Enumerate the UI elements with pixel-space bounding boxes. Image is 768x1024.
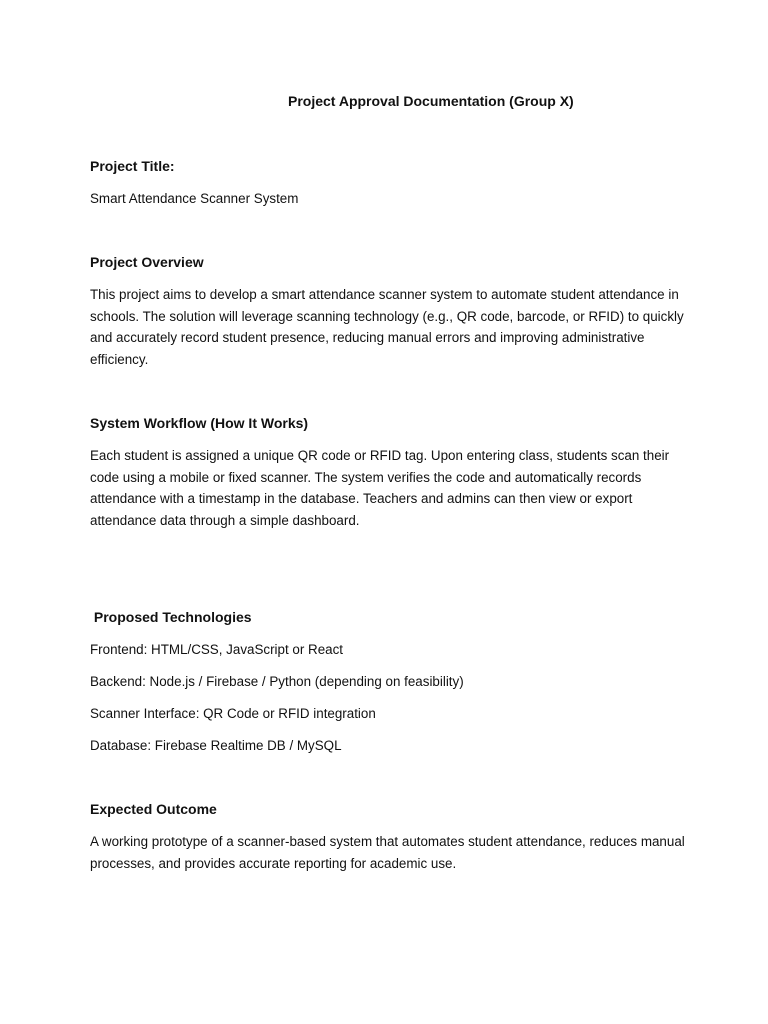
document-title: Project Approval Documentation (Group X) [288, 93, 574, 109]
proposed-technologies-heading: Proposed Technologies [90, 609, 252, 625]
project-title-heading: Project Title: [90, 158, 175, 174]
technology-item-database: Database: Firebase Realtime DB / MySQL [90, 738, 342, 753]
technology-item-backend: Backend: Node.js / Firebase / Python (depending on feasibility) [90, 674, 464, 689]
system-workflow-heading: System Workflow (How It Works) [90, 415, 309, 431]
technology-item-scanner: Scanner Interface: QR Code or RFID integration [90, 706, 376, 721]
project-overview-text: This project aims to develop a smart attendance scanner system to automate student attendance in schools. The solution will leverage scanning technology (e.g., QR code, barcode, or RFID) to quickly and accurately record student presence, reducing manual errors and improving administrative efficiency. [90, 287, 684, 368]
expected-outcome-heading: Expected Outcome [90, 801, 217, 817]
technology-item-frontend: Frontend: HTML/CSS, JavaScript or React [90, 642, 344, 657]
project-overview-heading: Project Overview [90, 254, 204, 270]
system-workflow-text: Each student is assigned a unique QR code or RFID tag. Upon entering class, students scan their code using a mobile or fixed scanner. The system verifies the code and automatically records attendance with a timestamp in the database. Teachers and admins can then view or export attendance data through a simple dashboard. [90, 448, 670, 529]
project-title-text: Smart Attendance Scanner System [90, 191, 299, 206]
expected-outcome-text: A working prototype of a scanner-based system that automates student attendance, reduces manual processes, and provides accurate reporting for academic use. [90, 834, 685, 871]
